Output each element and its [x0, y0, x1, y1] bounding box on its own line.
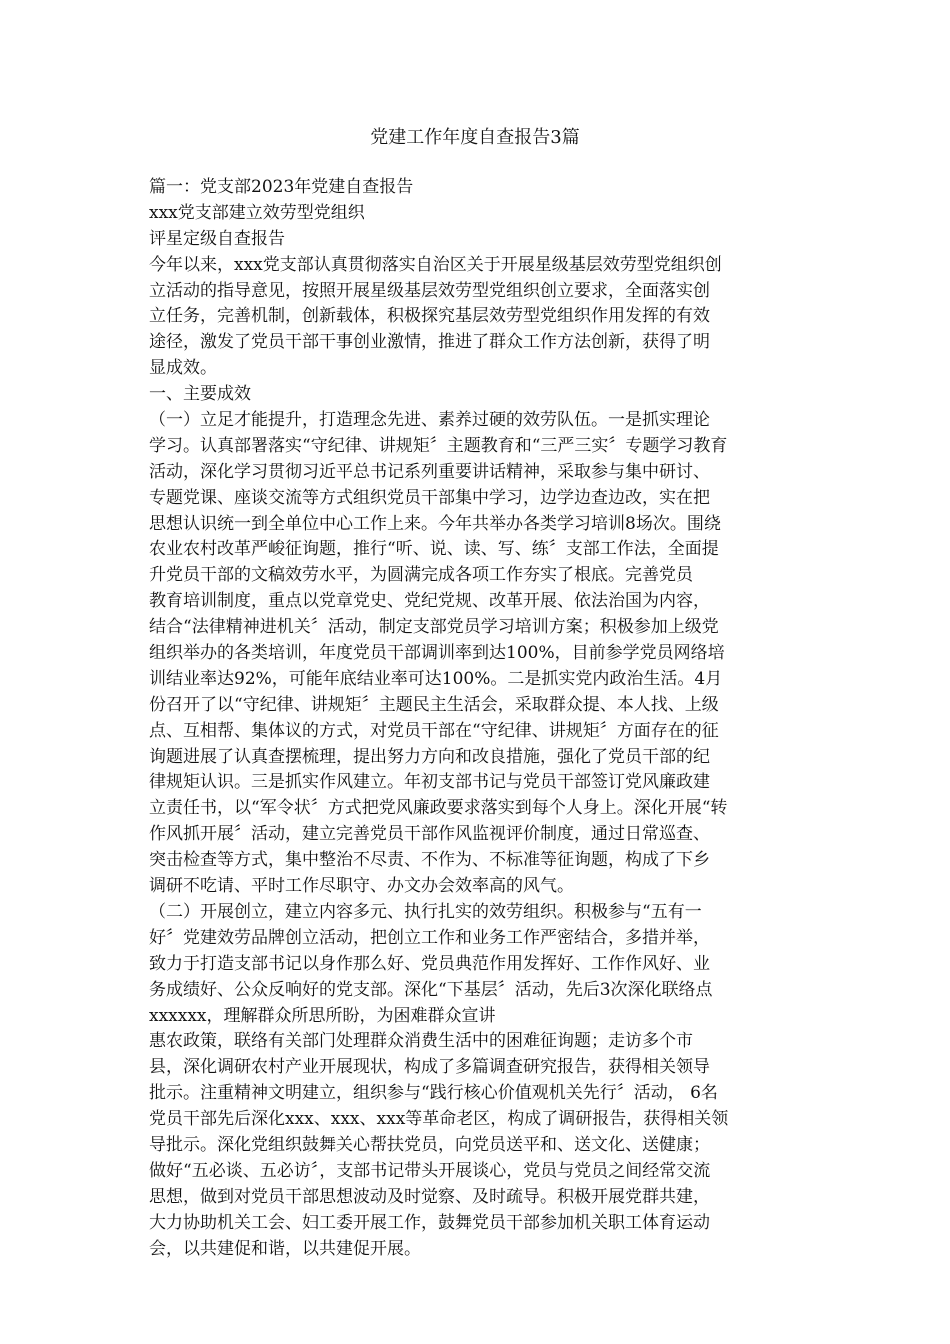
text-line: 途径，激发了党员干部干事创业激情，推进了群众工作方法创新，获得了明	[149, 332, 710, 353]
text-line: 显成效。	[149, 358, 217, 379]
text-line: 好〞党建效劳品牌创立活动，把创立工作和业务工作严密结合，多措并举，	[149, 927, 710, 948]
text-line: 农业农村改革严峻征询题，推行“听、说、读、写、练〞支部工作法，全面提	[149, 539, 719, 560]
text-line: 份召开了以“守纪律、讲规矩〞主题民主生活会，采取群众提、本人找、上级	[149, 694, 719, 715]
text-line: 立责任书，以“军令状〞方式把党风廉政要求落实到每个人身上。深化开展“转	[149, 798, 728, 819]
text-line: 点、互相帮、集体议的方式，对党员干部在“守纪律、讲规矩〞方面存在的征	[149, 720, 719, 741]
text-line: 组织举办的各类培训，年度党员干部调训率到达100%，目前参学党员网络培	[149, 643, 725, 664]
text-line: 思想认识统一到全单位中心工作上来。今年共举办各类学习培训8场次。围绕	[149, 513, 721, 534]
text-line: 学习。认真部署落实“守纪律、讲规矩〞主题教育和“三严三实〞专题学习教育	[149, 435, 728, 456]
text-line: 做好“五必谈、五必访〞，支部书记带头开展谈心，党员与党员之间经常交流	[149, 1160, 711, 1181]
text-line: 升党员干部的文稿效劳水平，为圆满完成各项工作夯实了根底。完善党员	[149, 565, 693, 586]
text-line: 活动，深化学习贯彻习近平总书记系列重要讲话精神，采取参与集中研讨、	[149, 461, 710, 482]
text-line: 党员干部先后深化xxx、xxx、xxx等革命老区，构成了调研报告，获得相关领	[149, 1109, 729, 1130]
text-line: 会，以共建促和谐，以共建促开展。	[149, 1238, 421, 1259]
text-line: （一）立足才能提升，打造理念先进、素养过硬的效劳队伍。一是抓实理论	[149, 410, 710, 431]
text-line: 律规矩认识。三是抓实作风建立。年初支部书记与党员干部签订党风廉政建	[149, 772, 710, 793]
text-line: 篇一：党支部2023年党建自查报告	[149, 177, 414, 197]
text-line: xxxxxx，理解群众所思所盼，为困难群众宣讲	[149, 1005, 496, 1026]
text-line: 立活动的指导意见，按照开展星级基层效劳型党组织创立要求，全面落实创	[149, 280, 710, 301]
text-line: 突击检查等方式，集中整治不尽责、不作为、不标准等征询题，构成了下乡	[149, 850, 710, 871]
text-line: 作风抓开展〞活动，建立完善党员干部作风监视评价制度，通过日常巡查、	[149, 824, 710, 845]
text-line: xxx党支部建立效劳型党组织	[149, 202, 365, 223]
text-line: 致力于打造支部书记以身作那么好、党员典范作用发挥好、工作作风好、业	[149, 953, 710, 974]
text-line: 立任务，完善机制，创新载体，积极探究基层效劳型党组织作用发挥的有效	[149, 306, 710, 327]
text-line: 调研不吃请、平时工作尽职守、办文办会效率高的风气。	[149, 876, 574, 897]
document-title: 党建工作年度自查报告3篇	[370, 127, 580, 148]
text-line: 教育培训制度，重点以党章党史、党纪党规、改革开展、依法治国为内容，	[149, 591, 710, 612]
text-line: 务成绩好、公众反响好的党支部。深化“下基层〞活动，先后3次深化联络点	[149, 979, 713, 1000]
text-line: （二）开展创立，建立内容多元、执行扎实的效劳组织。积极参与“五有一	[149, 901, 702, 922]
text-line: 县，深化调研农村产业开展现状，构成了多篇调查研究报告，获得相关领导	[149, 1057, 710, 1078]
text-line: 评星定级自查报告	[149, 228, 285, 249]
text-line: 结合“法律精神进机关〞活动，制定支部党员学习培训方案；积极参加上级党	[149, 617, 719, 638]
document-body	[149, 175, 804, 1262]
text-line: 思想，做到对党员干部思想波动及时觉察、及时疏导。积极开展党群共建，	[149, 1186, 710, 1207]
text-line: 大力协助机关工会、妇工委开展工作，鼓舞党员干部参加机关职工体育运动	[149, 1212, 710, 1233]
text-line: 一、主要成效	[149, 384, 251, 405]
text-line: 惠农政策，联络有关部门处理群众消费生活中的困难征询题；走访多个市	[149, 1031, 693, 1052]
text-line: 今年以来，xxx党支部认真贯彻落实自治区关于开展星级基层效劳型党组织创	[149, 254, 722, 275]
text-line: 批示。注重精神文明建立，组织参与“践行核心价值观机关先行〞活动， 6名	[149, 1083, 718, 1104]
text-line: 导批示。深化党组织鼓舞关心帮扶党员，向党员送平和、送文化、送健康；	[149, 1134, 710, 1155]
text-line: 训结业率达92%，可能年底结业率可达100%。二是抓实党内政治生活。4月	[149, 668, 723, 689]
text-line: 询题进展了认真查摆梳理，提出努力方向和改良措施，强化了党员干部的纪	[149, 746, 710, 767]
text-line: 专题党课、座谈交流等方式组织党员干部集中学习，边学边查边改，实在把	[149, 487, 710, 508]
